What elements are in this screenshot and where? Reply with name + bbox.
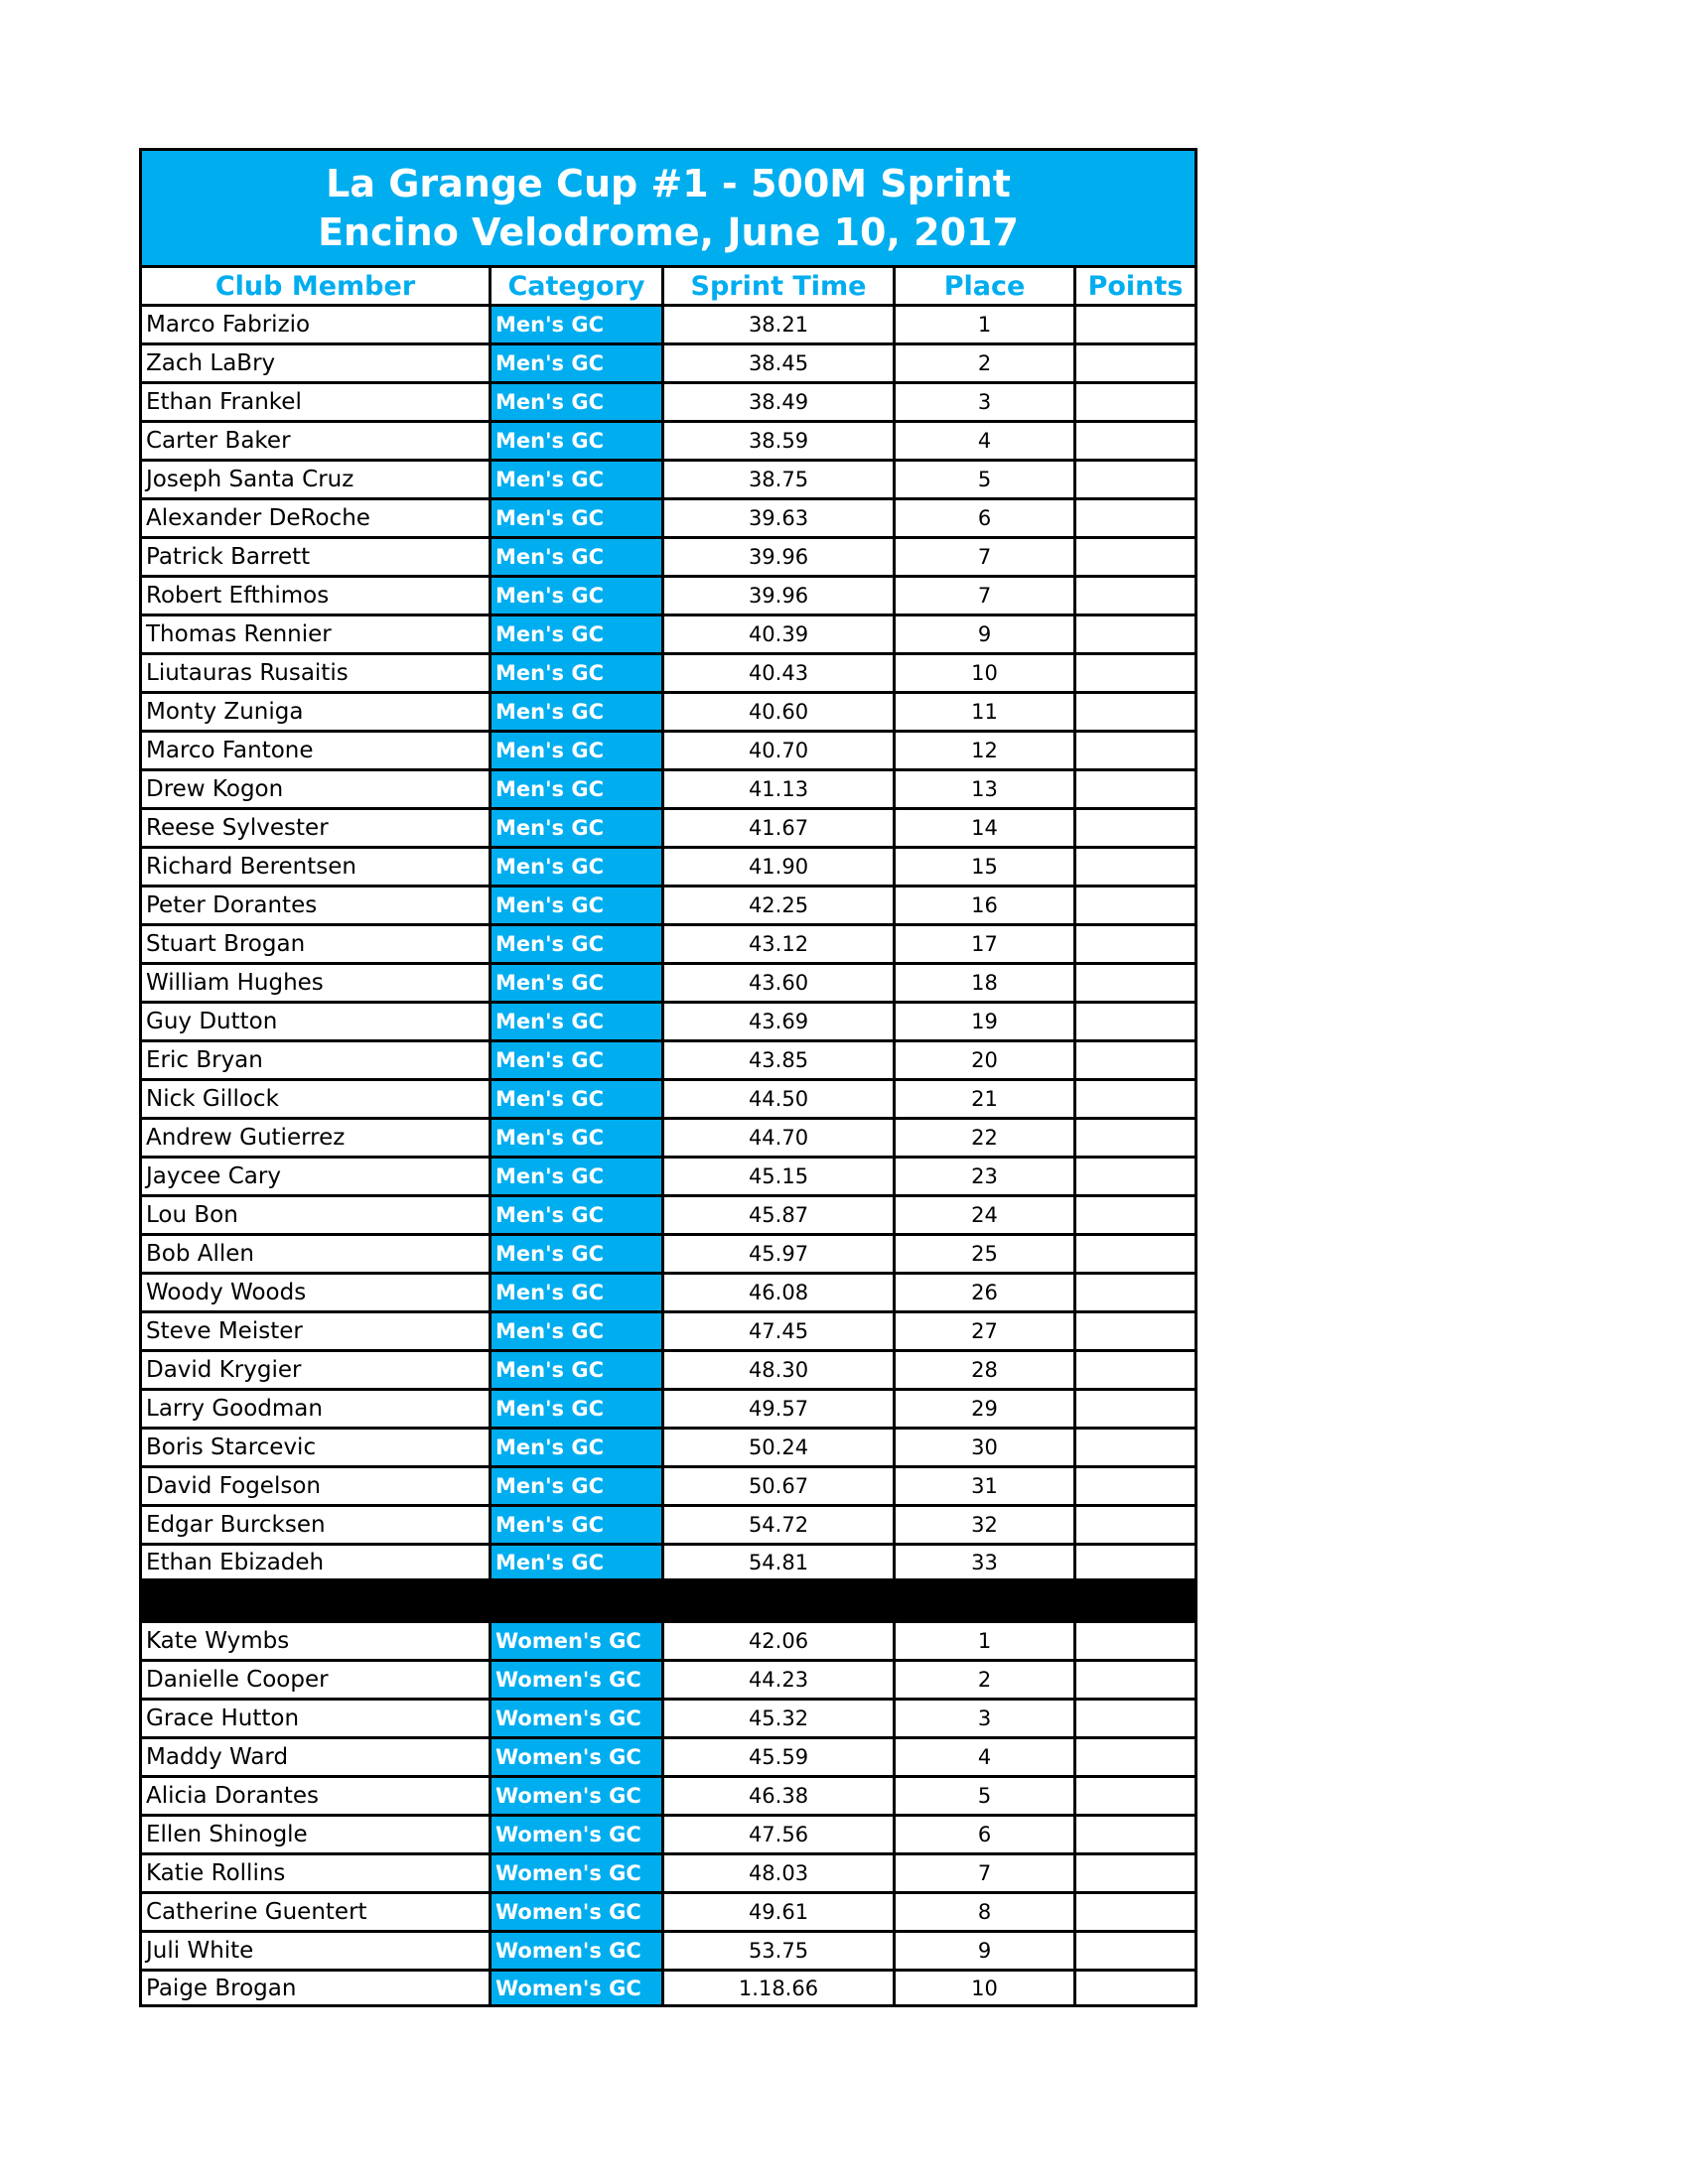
table-row [142,497,1195,536]
category-cell: Women's GC [492,1623,664,1659]
place-cell: 7 [896,1855,1076,1891]
category-cell: Men's GC [492,500,664,536]
sprint-time: 45.87 [664,1197,896,1233]
place-cell: 7 [896,578,1076,614]
points-cell [1076,1972,1195,2004]
category-cell: Women's GC [492,1855,664,1891]
column-header-place: Place [896,268,1076,304]
table-row [142,1349,1195,1388]
table-row [142,1039,1195,1078]
member-name: Edgar Burcksen [142,1507,492,1543]
points-cell [1076,1701,1195,1736]
place-cell: 21 [896,1081,1076,1117]
points-cell [1076,616,1195,652]
sprint-time: 44.23 [664,1662,896,1698]
category-cell: Women's GC [492,1662,664,1698]
place-cell: 9 [896,1933,1076,1969]
table-row [142,536,1195,575]
place-cell: 2 [896,1662,1076,1698]
mens-results [142,304,1195,1581]
category-cell: Men's GC [492,1352,664,1388]
table-row [142,1736,1195,1775]
points-cell [1076,1933,1195,1969]
sprint-time: 45.32 [664,1701,896,1736]
place-cell: 20 [896,1042,1076,1078]
table-row [142,381,1195,420]
points-cell [1076,965,1195,1001]
points-cell [1076,578,1195,614]
sprint-time: 46.08 [664,1275,896,1310]
place-cell: 1 [896,1623,1076,1659]
table-row [142,1698,1195,1736]
points-cell [1076,926,1195,962]
points-cell [1076,810,1195,846]
place-cell: 1 [896,307,1076,342]
points-cell [1076,1042,1195,1078]
place-cell: 6 [896,1817,1076,1852]
table-row [142,730,1195,768]
results-table [139,148,1197,2007]
category-cell: Men's GC [492,1468,664,1504]
sprint-time: 54.72 [664,1507,896,1543]
member-name: Ethan Frankel [142,384,492,420]
table-row [142,1388,1195,1427]
place-cell: 26 [896,1275,1076,1310]
table-row [142,923,1195,962]
place-cell: 10 [896,1972,1076,2004]
member-name: Alicia Dorantes [142,1778,492,1814]
points-cell [1076,1468,1195,1504]
table-row [142,304,1195,342]
member-name: Lou Bon [142,1197,492,1233]
sprint-time: 45.15 [664,1159,896,1194]
sprint-time: 43.85 [664,1042,896,1078]
points-cell [1076,1391,1195,1427]
member-name: Jaycee Cary [142,1159,492,1194]
place-cell: 29 [896,1391,1076,1427]
place-cell: 24 [896,1197,1076,1233]
place-cell: 7 [896,539,1076,575]
place-cell: 16 [896,887,1076,923]
place-cell: 15 [896,849,1076,885]
sprint-time: 49.57 [664,1391,896,1427]
table-row [142,1194,1195,1233]
sprint-time: 40.60 [664,694,896,730]
member-name: Grace Hutton [142,1701,492,1736]
sprint-time: 40.39 [664,616,896,652]
points-cell [1076,1275,1195,1310]
sprint-time: 40.43 [664,655,896,691]
category-cell: Women's GC [492,1739,664,1775]
sprint-time: 1.18.66 [664,1972,896,2004]
sprint-time: 43.60 [664,965,896,1001]
points-cell [1076,1352,1195,1388]
category-cell: Men's GC [492,1159,664,1194]
points-cell [1076,849,1195,885]
place-cell: 4 [896,1739,1076,1775]
sprint-time: 38.49 [664,384,896,420]
table-row [142,846,1195,885]
table-row [142,459,1195,497]
member-name: Ethan Ebizadeh [142,1546,492,1578]
sprint-time: 44.50 [664,1081,896,1117]
place-cell: 5 [896,462,1076,497]
category-cell: Men's GC [492,345,664,381]
member-name: Nick Gillock [142,1081,492,1117]
category-cell: Men's GC [492,810,664,846]
member-name: David Krygier [142,1352,492,1388]
points-cell [1076,1430,1195,1465]
table-row [142,1272,1195,1310]
category-cell: Men's GC [492,1313,664,1349]
womens-results [142,1620,1195,2007]
place-cell: 19 [896,1004,1076,1039]
sprint-time: 40.70 [664,733,896,768]
points-cell [1076,1120,1195,1156]
member-name: Steve Meister [142,1313,492,1349]
place-cell: 30 [896,1430,1076,1465]
table-row [142,1543,1195,1581]
table-row [142,807,1195,846]
table-row [142,1620,1195,1659]
sprint-time: 46.38 [664,1778,896,1814]
member-name: Stuart Brogan [142,926,492,962]
sprint-time: 44.70 [664,1120,896,1156]
table-row [142,1775,1195,1814]
category-cell: Men's GC [492,1391,664,1427]
category-cell: Men's GC [492,655,664,691]
category-cell: Women's GC [492,1972,664,2004]
member-name: Joseph Santa Cruz [142,462,492,497]
category-cell: Men's GC [492,1275,664,1310]
member-name: Maddy Ward [142,1739,492,1775]
points-cell [1076,1739,1195,1775]
category-cell: Men's GC [492,849,664,885]
points-cell [1076,500,1195,536]
points-cell [1076,1778,1195,1814]
category-cell: Men's GC [492,926,664,962]
points-cell [1076,1894,1195,1930]
category-cell: Men's GC [492,733,664,768]
place-cell: 13 [896,771,1076,807]
member-name: Richard Berentsen [142,849,492,885]
place-cell: 2 [896,345,1076,381]
member-name: Carter Baker [142,423,492,459]
member-name: William Hughes [142,965,492,1001]
member-name: Marco Fantone [142,733,492,768]
category-cell: Men's GC [492,1042,664,1078]
member-name: Catherine Guentert [142,1894,492,1930]
category-cell: Men's GC [492,1120,664,1156]
place-cell: 27 [896,1313,1076,1349]
place-cell: 33 [896,1546,1076,1578]
sprint-time: 42.25 [664,887,896,923]
category-cell: Women's GC [492,1701,664,1736]
points-cell [1076,1081,1195,1117]
sprint-time: 45.97 [664,1236,896,1272]
sprint-time: 48.30 [664,1352,896,1388]
place-cell: 6 [896,500,1076,536]
member-name: Drew Kogon [142,771,492,807]
category-cell: Men's GC [492,307,664,342]
place-cell: 10 [896,655,1076,691]
sprint-time: 54.81 [664,1546,896,1578]
table-row [142,1001,1195,1039]
member-name: Eric Bryan [142,1042,492,1078]
sprint-time: 42.06 [664,1623,896,1659]
sprint-time: 41.90 [664,849,896,885]
place-cell: 12 [896,733,1076,768]
place-cell: 14 [896,810,1076,846]
category-cell: Men's GC [492,616,664,652]
points-cell [1076,1004,1195,1039]
sprint-time: 49.61 [664,1894,896,1930]
member-name: Monty Zuniga [142,694,492,730]
member-name: Paige Brogan [142,1972,492,2004]
member-name: Zach LaBry [142,345,492,381]
points-cell [1076,1546,1195,1578]
table-row [142,1156,1195,1194]
category-cell: Men's GC [492,887,664,923]
points-cell [1076,1313,1195,1349]
place-cell: 3 [896,1701,1076,1736]
sprint-time: 39.96 [664,578,896,614]
place-cell: 31 [896,1468,1076,1504]
place-cell: 25 [896,1236,1076,1272]
sprint-time: 45.59 [664,1739,896,1775]
place-cell: 32 [896,1507,1076,1543]
points-cell [1076,423,1195,459]
category-cell: Men's GC [492,1197,664,1233]
points-cell [1076,655,1195,691]
column-header-row [142,265,1195,304]
points-cell [1076,733,1195,768]
category-cell: Men's GC [492,1236,664,1272]
category-cell: Men's GC [492,694,664,730]
table-row [142,1814,1195,1852]
points-cell [1076,539,1195,575]
table-title [142,151,1195,265]
column-header-time: Sprint Time [664,268,896,304]
sprint-time: 47.45 [664,1313,896,1349]
points-cell [1076,345,1195,381]
sprint-time: 41.13 [664,771,896,807]
table-row [142,1504,1195,1543]
member-name: Juli White [142,1933,492,1969]
category-cell: Men's GC [492,578,664,614]
member-name: Peter Dorantes [142,887,492,923]
points-cell [1076,1159,1195,1194]
place-cell: 22 [896,1120,1076,1156]
member-name: Patrick Barrett [142,539,492,575]
table-row [142,1117,1195,1156]
category-cell: Men's GC [492,539,664,575]
member-name: Katie Rollins [142,1855,492,1891]
table-row [142,1891,1195,1930]
sprint-time: 43.12 [664,926,896,962]
member-name: Boris Starcevic [142,1430,492,1465]
title-line-2: Encino Velodrome, June 10, 2017 [318,209,1019,254]
table-row [142,768,1195,807]
category-cell: Men's GC [492,462,664,497]
place-cell: 4 [896,423,1076,459]
section-separator [142,1581,1195,1620]
place-cell: 11 [896,694,1076,730]
sprint-time: 50.24 [664,1430,896,1465]
category-cell: Women's GC [492,1817,664,1852]
member-name: Liutauras Rusaitis [142,655,492,691]
points-cell [1076,1817,1195,1852]
points-cell [1076,384,1195,420]
sprint-time: 39.63 [664,500,896,536]
points-cell [1076,1197,1195,1233]
category-cell: Women's GC [492,1894,664,1930]
category-cell: Women's GC [492,1933,664,1969]
category-cell: Men's GC [492,384,664,420]
place-cell: 23 [896,1159,1076,1194]
table-row [142,1427,1195,1465]
column-header-member: Club Member [142,268,492,304]
member-name: Danielle Cooper [142,1662,492,1698]
points-cell [1076,887,1195,923]
sprint-time: 38.59 [664,423,896,459]
category-cell: Men's GC [492,1507,664,1543]
place-cell: 18 [896,965,1076,1001]
place-cell: 8 [896,1894,1076,1930]
member-name: Guy Dutton [142,1004,492,1039]
member-name: Larry Goodman [142,1391,492,1427]
points-cell [1076,1236,1195,1272]
table-row [142,575,1195,614]
category-cell: Men's GC [492,423,664,459]
category-cell: Men's GC [492,1546,664,1578]
sprint-time: 43.69 [664,1004,896,1039]
table-row [142,420,1195,459]
table-row [142,1969,1195,2007]
table-row [142,1930,1195,1969]
place-cell: 3 [896,384,1076,420]
category-cell: Women's GC [492,1778,664,1814]
sprint-time: 47.56 [664,1817,896,1852]
table-row [142,1465,1195,1504]
place-cell: 17 [896,926,1076,962]
sprint-time: 39.96 [664,539,896,575]
member-name: Thomas Rennier [142,616,492,652]
table-row [142,1310,1195,1349]
table-row [142,885,1195,923]
sprint-time: 50.67 [664,1468,896,1504]
member-name: Ellen Shinogle [142,1817,492,1852]
table-row [142,1659,1195,1698]
points-cell [1076,462,1195,497]
sprint-time: 38.45 [664,345,896,381]
sprint-time: 48.03 [664,1855,896,1891]
place-cell: 5 [896,1778,1076,1814]
category-cell: Men's GC [492,1004,664,1039]
table-row [142,691,1195,730]
member-name: Woody Woods [142,1275,492,1310]
sprint-time: 38.75 [664,462,896,497]
table-row [142,614,1195,652]
points-cell [1076,1507,1195,1543]
points-cell [1076,1662,1195,1698]
points-cell [1076,771,1195,807]
member-name: Alexander DeRoche [142,500,492,536]
table-row [142,1078,1195,1117]
table-row [142,652,1195,691]
column-header-category: Category [492,268,664,304]
member-name: Bob Allen [142,1236,492,1272]
member-name: Robert Efthimos [142,578,492,614]
category-cell: Men's GC [492,1081,664,1117]
column-header-points: Points [1076,268,1195,304]
place-cell: 9 [896,616,1076,652]
table-row [142,1233,1195,1272]
member-name: Reese Sylvester [142,810,492,846]
points-cell [1076,1855,1195,1891]
member-name: Andrew Gutierrez [142,1120,492,1156]
sprint-time: 41.67 [664,810,896,846]
sprint-time: 53.75 [664,1933,896,1969]
points-cell [1076,694,1195,730]
points-cell [1076,307,1195,342]
category-cell: Men's GC [492,771,664,807]
category-cell: Men's GC [492,1430,664,1465]
place-cell: 28 [896,1352,1076,1388]
member-name: Marco Fabrizio [142,307,492,342]
table-row [142,342,1195,381]
sprint-time: 38.21 [664,307,896,342]
member-name: Kate Wymbs [142,1623,492,1659]
member-name: David Fogelson [142,1468,492,1504]
title-line-1: La Grange Cup #1 - 500M Sprint [326,161,1011,205]
table-row [142,1852,1195,1891]
points-cell [1076,1623,1195,1659]
table-row [142,962,1195,1001]
category-cell: Men's GC [492,965,664,1001]
